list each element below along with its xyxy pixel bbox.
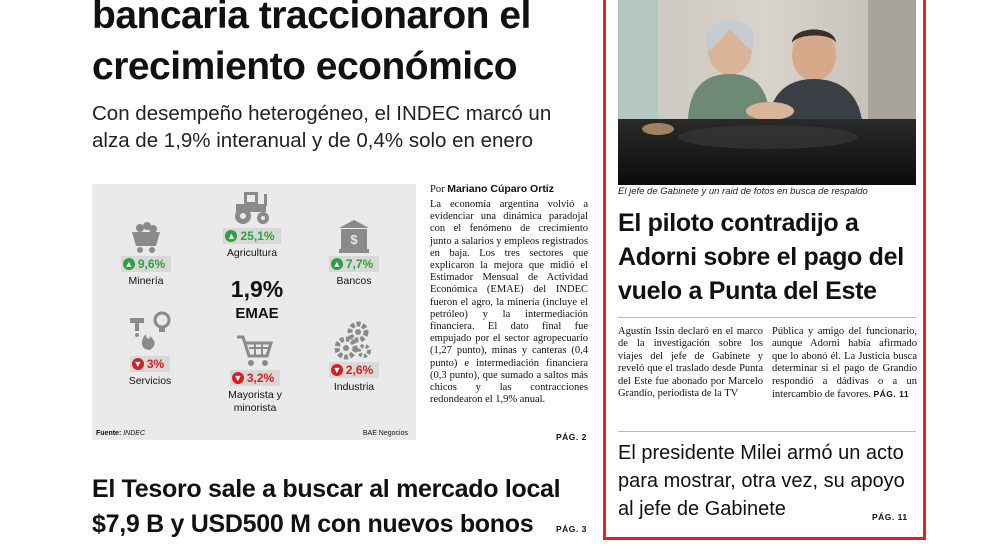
mineria-label: Minería	[128, 275, 164, 287]
sector-industria	[318, 320, 390, 394]
up-arrow-icon: ▲	[227, 231, 236, 241]
utilities-icon	[126, 310, 174, 354]
shopping-cart-icon	[235, 334, 275, 368]
tractor-icon	[230, 188, 274, 226]
bancos-value-badge: ▲ 7,7%	[329, 256, 379, 272]
bottom-headline: El Tesoro sale a buscar al mercado local $7,9 B y USD500 M con nuevos bonos	[92, 475, 561, 538]
sector-agricultura	[210, 188, 294, 260]
infographic-footer	[92, 426, 416, 440]
bancos-label: Bancos	[336, 275, 372, 287]
story-photo	[618, 0, 916, 185]
industria-value-badge: ▼ 2,6%	[329, 362, 379, 378]
divider	[618, 317, 916, 318]
industria-label: Industria	[333, 381, 375, 393]
sidebar-page-reference-2: PÁG. 11	[872, 512, 908, 522]
photo-caption: El jefe de Gabinete y un raid de fotos en busca de respaldo	[618, 186, 868, 197]
mayorista-label: Mayorista y minorista	[228, 389, 282, 414]
author-name: Mariano Cúparo Ortiz	[447, 183, 554, 195]
sidebar-story-box	[603, 0, 926, 540]
sector-bancos	[318, 218, 390, 288]
emae-label: EMAE	[235, 305, 279, 322]
down-arrow-icon: ▼	[133, 359, 143, 369]
subheadline: Con desempeño heterogéneo, el INDEC marcó un alza de 1,9% interanual y de 0,4% solo en enero	[92, 102, 552, 152]
article-body: La economía argentina volvió a evidenciar una dinámica paradojal con el fenómeno de crecimiento junto a salarios y empleos registrados en baja. Los tres sectores que explicaron la mejora que midió el Estimador Mensual de Actividad Económica (EMAE) del INDEC fueron el agro, la minería (incluye el petróleo) y la intermediación financiera. El dato final fue empujado por el sector agropecuario (1,27 punto), minas y canteras (0,4 punto) e intermediación financiera (0,3 punto), que sumado a saltos más chicos y las contracciones redondearon el 1,9% anual.	[430, 199, 588, 406]
agricultura-value-badge: ▲ 25,1%	[223, 228, 280, 244]
sidebar-page-reference: PÁG. 11	[873, 389, 910, 400]
sector-mayorista-minorista	[212, 334, 298, 415]
byline: Por Mariano Cúparo Ortiz	[430, 183, 554, 195]
headline-line-2: crecimiento económico	[92, 45, 518, 88]
mine-cart-icon	[128, 220, 164, 254]
bank-icon	[337, 218, 371, 254]
divider	[618, 431, 916, 432]
down-arrow-icon: ▼	[332, 365, 342, 375]
emae-value: 1,9%	[230, 276, 284, 302]
up-arrow-icon: ▲	[124, 259, 134, 269]
sidebar-headline: El piloto contradijo a Adorni sobre el pago del vuelo a Punta del Este	[618, 209, 904, 305]
sector-servicios	[114, 310, 186, 388]
sidebar-headline-2: El presidente Milei armó un acto para mostrar, otra vez, su apoyo al jefe de Gabinete	[618, 442, 905, 520]
bottom-page-reference: PÁG. 3	[556, 524, 587, 534]
servicios-value-badge: ▼ 3%	[130, 356, 170, 372]
sector-mineria	[110, 220, 182, 288]
sidebar-text-col-2: Pública y amigo del funcionario, aunque Adorni había afirmado que lo abonó él. La Justicia busca determinar si el pago de Grandío respondió a dádivas o a un intercambio de favores. PÁG. 11	[772, 326, 917, 401]
photo-illustration	[618, 0, 916, 185]
mayorista-value-badge: ▼ 3,2%	[230, 370, 280, 386]
up-arrow-icon: ▲	[332, 259, 342, 269]
svg-text:$: $	[350, 232, 358, 247]
agricultura-label: Agricultura	[226, 247, 278, 259]
sidebar-text-col-1: Agustín Issin declaró en el marco de la investigación sobre los viajes del jefe de Gabinete y reveló que el traslado desde Punta del Este fue abonado por Marcelo Grandío, periodista de la TV	[618, 326, 763, 400]
down-arrow-icon: ▼	[233, 373, 243, 383]
emae-infographic	[92, 184, 416, 440]
credit: BAE Negocios	[362, 429, 408, 437]
gears-icon	[334, 320, 374, 360]
source-note: Fuente: INDEC	[96, 429, 146, 437]
emae-total	[212, 276, 302, 322]
page-reference: PÁG. 2	[556, 432, 587, 442]
headline-line-1: bancaria traccionaron el	[92, 0, 531, 37]
main-headline	[92, 0, 592, 92]
mineria-value-badge: ▲ 9,6%	[121, 256, 171, 272]
servicios-label: Servicios	[128, 375, 172, 387]
